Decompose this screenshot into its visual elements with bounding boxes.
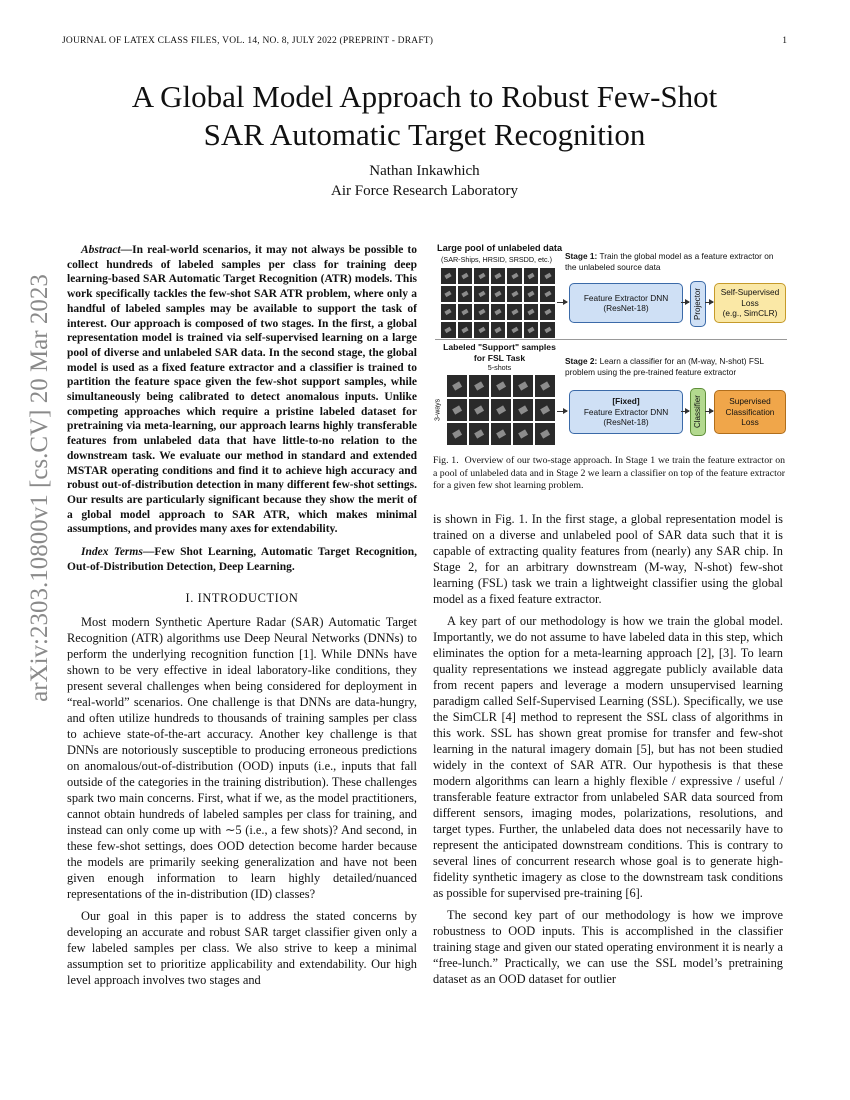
- stage2-description: [565, 356, 787, 377]
- feature-extractor-box: [569, 283, 683, 323]
- abstract: [67, 243, 417, 537]
- abstract-text: —In real-world scenarios, it may not always be possible to collect hundreds of labeled samples per class for training deep learning-based SAR Automatic Target Recognition (ATR) models. This work specifically tackles the few-shot SAR ATR problem, where only a handful of labeled samples may be available to support the task of interest. Our approach is composed of two stages. In the first, a global representation model is trained via self-supervised learning on a large pool of diverse and unlabeled SAR data. In the second stage, the global model is used as a fixed feature extractor and a classifier is trained to partition the feature space given the few-shot support samples, while simultaneously being calibrated to detect anomalous inputs. Unlike competing approaches which require a pristine labeled dataset for pretraining via meta-learning, our approach learns highly transferable features from unlabeled data that have little-to-no relation to the downstream task. We evaluate our method in standard and extended MSTAR operating conditions and find it to achieve high accuracy and robust out-of-distribution detection in many different few-shot settings. Our results are particularly significant because they show the merit of a global model approach to SAR ATR, which makes minimal assumptions, and provides many axes for extendability.: [67, 244, 417, 536]
- index-terms-label: Index Terms: [81, 546, 143, 559]
- figure-1: [433, 243, 788, 451]
- box-line: Supervised: [729, 396, 771, 407]
- ways-label: 3-ways: [434, 398, 442, 422]
- title-line-1: A Global Model Approach to Robust Few-Shot: [131, 79, 718, 114]
- stage-divider: [435, 339, 787, 340]
- author-name: Nathan Inkawhich: [369, 163, 480, 179]
- classifier-box: Classifier: [690, 388, 706, 436]
- box-line: Classification: [725, 406, 775, 417]
- index-terms: [67, 545, 417, 574]
- stage1-label: Stage 1:: [565, 251, 598, 261]
- paragraph: Our goal in this paper is to address the stated concerns by developing an accurate and robust SAR target classifier given only a few labeled samples per class. We also strive to keep a minimal assumption set to prioritize applicability and extendability. Our high level approach involves two stages and: [67, 909, 417, 988]
- arrow: [557, 302, 567, 303]
- box-line: Feature Extractor DNN: [583, 292, 669, 303]
- stage2-text: Learn a classifier for an (M-way, N-shot) FSL problem using the pre-trained feature extractor: [565, 356, 764, 377]
- paragraph: The second key part of our methodology is how we improve robustness to OOD inputs. This is accomplished in the classifier training stage and given our stated operating environment it is nearly a “free-lunch.” Practically, we can use the SSL model’s pretraining dataset as an OOD dataset for outlier: [433, 908, 783, 986]
- arrow: [681, 411, 689, 412]
- paragraph: A key part of our methodology is how we train the global model. Importantly, we do not assume to have labeled data in this step, which eliminates the option for a meta-learning approach [2], [3]. To learn quality representations we instead aggregate publicly available data from recent papers and leverage a modern unsupervised learning paradigm called Self-Supervised Learning (SSL). Specifically, we use the SimCLR [4] method to represent the SSL class of algorithms in this work. SSL has shown great promise for transfer and few-shot learning in the natural imagery domain [5], but has not been studied widely in the context of SAR ATR. Our hypothesis is that these modern algorithms can learn a highly flexible / expressive / useful / transferable feature extractor from unlabeled SAR data sourced from different sensors, imaging modes, polarizations, resolutions, and target types. Further, the unlabeled data does not necessarily have to represent the anticipated downstream conditions. This is contrary to several lines of concurrent research whose goal is to generate high-fidelity synthetic imagery as close to the downstream task conditions as possible for supervised pre-training [6].: [433, 614, 783, 900]
- projector-box: Projector: [690, 281, 706, 327]
- pool-sources: (SAR-Ships, HRSID, SRSDD, etc.): [441, 255, 553, 264]
- shots-label: 5-shots: [487, 363, 512, 372]
- journal-header: JOURNAL OF LATEX CLASS FILES, VOL. 14, NO. 8, JULY 2022 (PREPRINT - DRAFT): [62, 36, 434, 46]
- support-title-line: Labeled "Support" samples: [443, 342, 556, 352]
- figure-caption-label: Fig. 1.: [433, 455, 459, 466]
- arrow: [705, 411, 713, 412]
- right-column: [433, 511, 783, 993]
- figure-caption: [433, 455, 785, 493]
- fixed-feature-extractor-box: [569, 390, 683, 434]
- box-line: (ResNet-18): [603, 417, 649, 428]
- stage1-description: [565, 251, 785, 272]
- supervised-loss-box: [714, 390, 786, 434]
- arxiv-stamp-text: arXiv:2303.10800v1 [cs.CV] 20 Mar 2023: [26, 274, 53, 702]
- box-line: Self-Supervised: [720, 287, 780, 298]
- support-title: [437, 342, 562, 363]
- paragraph: is shown in Fig. 1. In the first stage, a global representation model is trained on a diverse and unlabeled pool of SAR data such that it is capable of extracting quality features from (nearly) any SAR chip. In Stage 2, for an arbitrary downstream (M-way, N-shot) few-shot learning (FSL) task we train a lightweight classifier using the global model as a fixed feature extractor.: [433, 512, 783, 606]
- figure-caption-text: Overview of our two-stage approach. In Stage 1 we train the feature extractor on a pool of unlabeled data and in Stage 2 we learn a classifier on top of the feature extractor for a given few shot learning problem.: [433, 455, 786, 492]
- unlabeled-chip-grid: [441, 268, 555, 338]
- arrow: [681, 302, 689, 303]
- running-header: [62, 36, 787, 50]
- arrow: [705, 302, 713, 303]
- pool-title: Large pool of unlabeled data: [437, 243, 563, 253]
- box-line: [Fixed]: [612, 396, 640, 407]
- index-terms-text: —Few Shot Learning, Automatic Target Recognition, Out-of-Distribution Detection, Deep Learning.: [67, 546, 417, 573]
- support-title-line: for FSL Task: [473, 352, 526, 363]
- ssl-loss-box: [714, 283, 786, 323]
- title-line-2: SAR Automatic Target Recognition: [203, 117, 646, 152]
- support-chip-grid: [447, 375, 555, 445]
- box-line: (ResNet-18): [603, 303, 649, 313]
- author-affiliation: Air Force Research Laboratory: [330, 183, 518, 199]
- arrow: [557, 411, 567, 412]
- stage2-label: Stage 2:: [565, 356, 598, 366]
- stage1-text: Train the global model as a feature extractor on the unlabeled source data: [565, 251, 774, 272]
- left-column: [67, 243, 417, 994]
- abstract-label: Abstract: [81, 244, 121, 256]
- page-number: 1: [782, 36, 787, 46]
- box-line: Feature Extractor DNN: [583, 406, 669, 417]
- paragraph: Most modern Synthetic Aperture Radar (SAR) Automatic Target Recognition (ATR) algorithms use Deep Neural Networks (DNNs) to perform the underlying recognition function [1]. While DNNs have shown to be very effective in ideal laboratory-like conditions, they present several challenges when being considered for deployment in “real-world” scenarios. One challenge is that DNNs are data-hungry, and often utilize hundreds to thousands of training samples per class to achieve state-of-the-art accuracy. Another key challenge is that DNNs are notoriously susceptible to producing erroneous predictions on anomalous/out-of-distribution (OOD) inputs (i.e., inputs that fall outside of the categories in the training distribution). These challenges spark two main concerns. First, what if we, as the model practitioners, cannot obtain hundreds of labeled samples per class for training, and instead can only come up with ∼5 (i.e., a few shots)? And second, in these few-shot settings, does OOD detection become harder because the models are primarily seeking generalization and have not been given enough information to learn highly detailed/nuanced representations of the in-distribution (ID) classes?: [67, 615, 417, 902]
- arxiv-stamp: [20, 274, 60, 702]
- box-line: Loss: [741, 297, 759, 308]
- box-line: (e.g., SimCLR): [722, 308, 778, 319]
- paper-title: [62, 78, 787, 154]
- section-heading: I. INTRODUCTION: [185, 591, 299, 606]
- box-line: Loss: [741, 417, 759, 428]
